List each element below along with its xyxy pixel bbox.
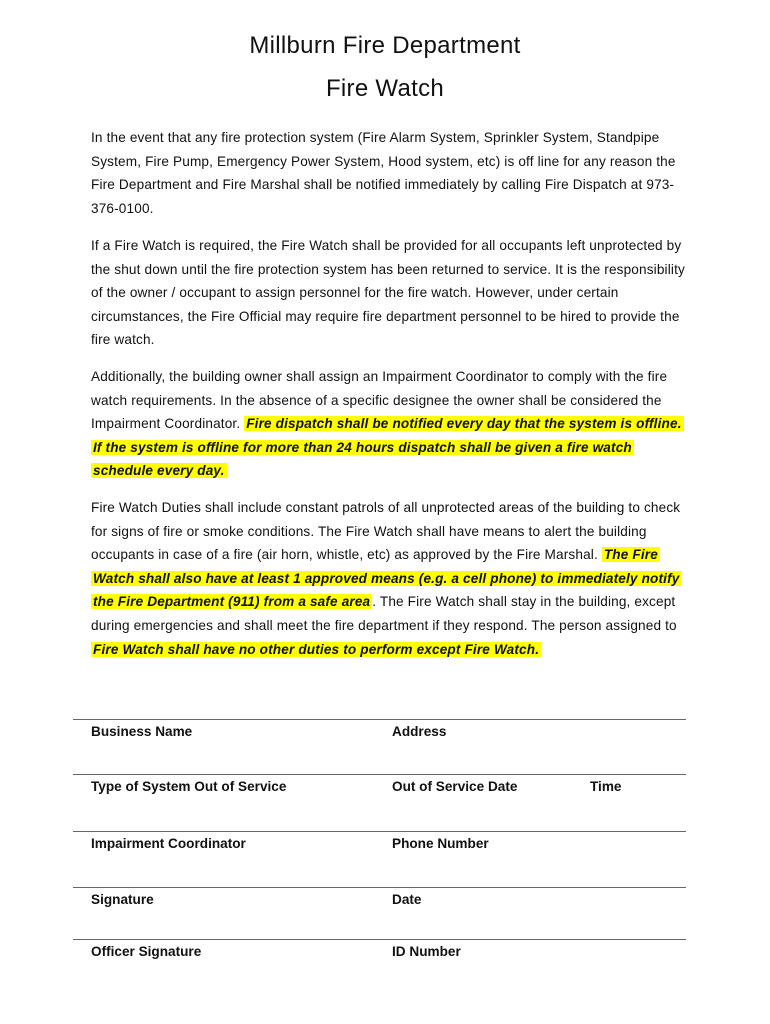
address-field[interactable]: Address — [392, 724, 447, 739]
notify-means-highlight: The Fire Watch shall also have at least 1 approved means (e.g. a cell phone) to immediately notify the Fire Department (911) from a safe area — [93, 547, 680, 610]
out-of-service-date-field[interactable]: Out of Service Date — [392, 779, 518, 794]
no-other-duties-highlight: Fire Watch shall have no other duties to perform except Fire Watch. — [93, 641, 540, 657]
form-divider — [73, 887, 686, 888]
notification-paragraph: In the event that any fire protection system (Fire Alarm System, Sprinkler System, Standpipe System, Fire Pump, Emergency Power System, Hood system, etc) is off line for any reason the Fire Department and Fire Marshal shall be notified immediately by calling Fire Dispatch at 973-376-0100. — [91, 130, 676, 216]
impairment-coordinator-paragraph — [91, 365, 691, 483]
business-name-field[interactable]: Business Name — [91, 724, 193, 739]
coordinator-text: Additionally, the building owner shall assign an Impairment Coordinator to comply with the fire watch requirements. In the absence of a specific designee the owner shall be considered the Impairment Coordinator. — [91, 369, 668, 432]
department-title: Millburn Fire Department — [249, 32, 521, 59]
form-divider — [73, 939, 686, 940]
officer-signature-field[interactable]: Officer Signature — [91, 944, 202, 959]
document-title: Fire Watch — [325, 75, 445, 102]
duties-text: Fire Watch Duties shall include constant patrols of all unprotected areas of the building to check for signs of fire or smoke conditions. The Fire Watch shall have means to alert the building occupants in case of a fire (air horn, whistle, etc) as approved by the Fire Marshal. — [91, 500, 681, 563]
system-type-field[interactable]: Type of System Out of Service — [91, 779, 287, 794]
phone-number-field[interactable]: Phone Number — [392, 836, 489, 851]
duties-text-continued: . The Fire Watch shall stay in the building, except during emergencies and shall meet the fire department if they respond. The person assigned to — [91, 594, 677, 633]
fire-watch-requirement-paragraph: If a Fire Watch is required, the Fire Watch shall be provided for all occupants left unprotected by the shut down until the fire protection system has been returned to service. It is the responsibility of the owner / occupant to assign personnel for the fire watch. However, under certain circumstances, the Fire Official may require fire department personnel to be hired to provide the fire watch. — [91, 238, 685, 348]
id-number-field[interactable]: ID Number — [392, 944, 461, 959]
form-divider — [73, 831, 686, 832]
signature-field[interactable]: Signature — [91, 892, 154, 907]
form-divider — [73, 774, 686, 775]
dispatch-notice-highlight: Fire dispatch shall be notified every day that the system is offline. If the system is offline for more than 24 hours dispatch shall be given a fire watch schedule every day. — [93, 416, 682, 479]
fire-watch-duties-paragraph — [91, 496, 691, 661]
form-divider — [73, 719, 686, 720]
date-field[interactable]: Date — [392, 892, 422, 907]
time-field[interactable]: Time — [590, 779, 622, 794]
impairment-coordinator-field[interactable]: Impairment Coordinator — [91, 836, 246, 851]
